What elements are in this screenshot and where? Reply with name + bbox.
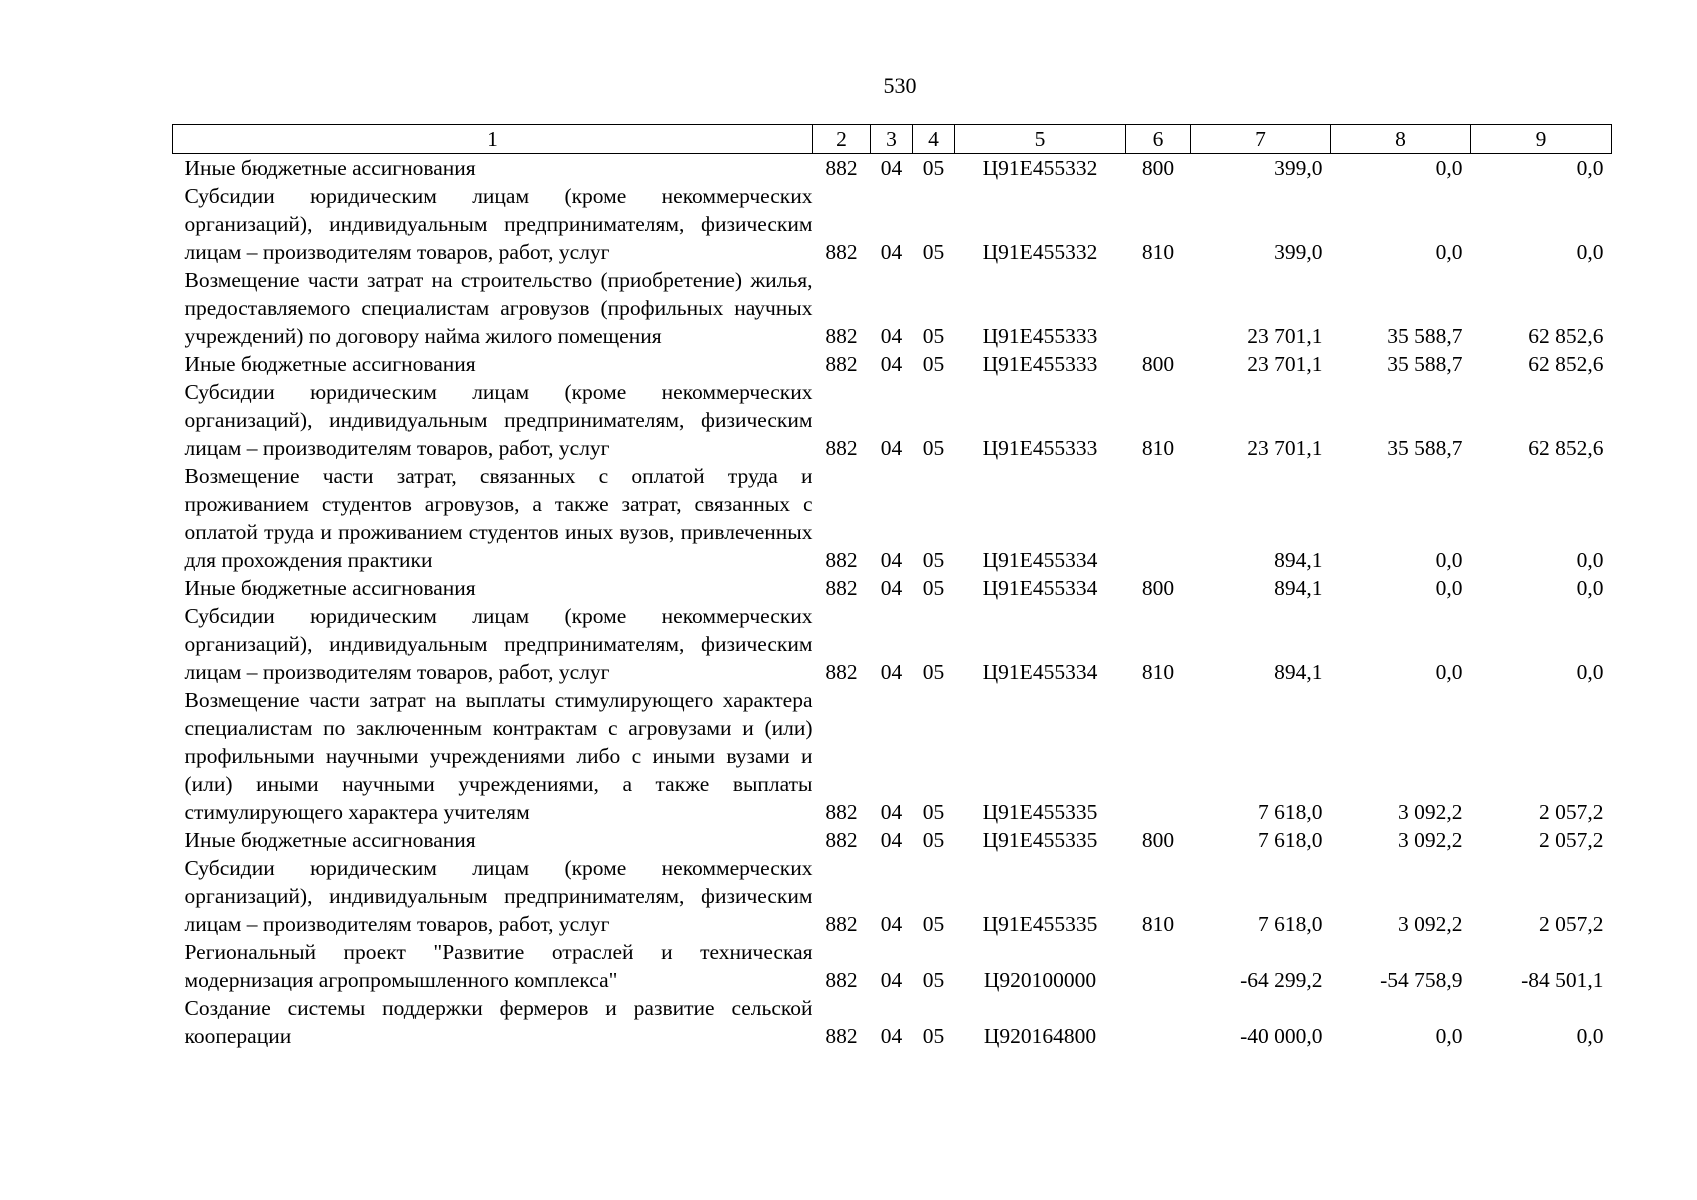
cell-expense-type: 800 — [1141, 828, 1175, 852]
cell-admin-code: 882 — [825, 352, 858, 376]
cell-subsection: 05 — [922, 324, 945, 348]
column-header: 3 — [871, 125, 913, 154]
cell-subsection: 05 — [922, 828, 945, 852]
cell-expense-type: 800 — [1141, 576, 1175, 600]
cell-section: 04 — [880, 912, 903, 936]
cell-subsection: 05 — [922, 156, 945, 180]
cell-value: 0,0 — [1435, 548, 1463, 572]
cell-subsection: 05 — [922, 1024, 945, 1048]
cell-value: 35 588,7 — [1387, 324, 1463, 348]
cell-expense-type — [1126, 686, 1191, 826]
cell-value: 399,0 — [1274, 240, 1323, 264]
cell-admin-code: 882 — [825, 240, 858, 264]
cell-target-item: Ц91Е455334 — [982, 548, 1098, 572]
row-name: Региональный проект "Развитие отраслей и техническая модернизация агропромышленного комплекса" — [184, 940, 813, 992]
table-row — [173, 602, 1612, 686]
column-header: 9 — [1471, 125, 1612, 154]
cell-value: -54 758,9 — [1380, 968, 1463, 992]
row-name: Возмещение части затрат на выплаты стимулирующего характера специалистам по заключенным контрактам с агровузами и (или) профильными научными учреждениями либо с иными вузами и (или) иными научными учреждениями, а также выплаты стимулирующего характера учителям — [184, 688, 813, 824]
cell-section: 04 — [880, 436, 903, 460]
cell-target-item: Ц91Е455332 — [982, 156, 1098, 180]
cell-value: 0,0 — [1435, 660, 1463, 684]
page-number: 530 — [883, 73, 917, 98]
cell-value: 0,0 — [1576, 1024, 1604, 1048]
cell-target-item: Ц920100000 — [983, 968, 1097, 992]
cell-section: 04 — [880, 324, 903, 348]
cell-target-item: Ц91Е455332 — [982, 240, 1098, 264]
table-row — [173, 154, 1612, 183]
cell-subsection: 05 — [922, 436, 945, 460]
table-row — [173, 994, 1612, 1050]
cell-target-item: Ц920164800 — [983, 1024, 1097, 1048]
cell-admin-code: 882 — [825, 436, 858, 460]
cell-value: 0,0 — [1576, 548, 1604, 572]
cell-subsection: 05 — [922, 660, 945, 684]
cell-subsection: 05 — [922, 548, 945, 572]
table-row — [173, 462, 1612, 574]
cell-value: 0,0 — [1435, 156, 1463, 180]
column-header: 4 — [913, 125, 955, 154]
cell-admin-code: 882 — [825, 576, 858, 600]
table-row — [173, 266, 1612, 350]
row-name: Субсидии юридическим лицам (кроме некоммерческих организаций), индивидуальным предпринимателям, физическим лицам – производителям товаров, работ, услуг — [184, 856, 813, 936]
table-body — [173, 154, 1612, 1051]
cell-subsection: 05 — [922, 352, 945, 376]
cell-target-item: Ц91Е455333 — [982, 436, 1098, 460]
cell-value: 0,0 — [1435, 576, 1463, 600]
column-header: 5 — [955, 125, 1126, 154]
row-name: Субсидии юридическим лицам (кроме некоммерческих организаций), индивидуальным предпринимателям, физическим лицам – производителям товаров, работ, услуг — [184, 380, 813, 460]
cell-section: 04 — [880, 548, 903, 572]
table-row — [173, 686, 1612, 826]
row-name: Субсидии юридическим лицам (кроме некоммерческих организаций), индивидуальным предпринимателям, физическим лицам – производителям товаров, работ, услуг — [184, 604, 813, 684]
row-name: Субсидии юридическим лицам (кроме некоммерческих организаций), индивидуальным предпринимателям, физическим лицам – производителям товаров, работ, услуг — [184, 184, 813, 264]
cell-value: 894,1 — [1274, 660, 1323, 684]
cell-expense-type: 800 — [1141, 156, 1175, 180]
cell-expense-type: 810 — [1141, 912, 1175, 936]
cell-expense-type: 810 — [1141, 240, 1175, 264]
cell-admin-code: 882 — [825, 912, 858, 936]
cell-admin-code: 882 — [825, 156, 858, 180]
cell-expense-type: 810 — [1141, 660, 1175, 684]
cell-value: 3 092,2 — [1398, 828, 1463, 852]
table-header-row — [173, 125, 1612, 154]
cell-value: 0,0 — [1576, 576, 1604, 600]
cell-value: 7 618,0 — [1258, 912, 1323, 936]
cell-value: 0,0 — [1435, 240, 1463, 264]
cell-expense-type — [1126, 266, 1191, 350]
column-header: 8 — [1331, 125, 1471, 154]
cell-admin-code: 882 — [825, 1024, 858, 1048]
cell-value: 7 618,0 — [1258, 800, 1323, 824]
cell-target-item: Ц91Е455335 — [982, 912, 1098, 936]
cell-expense-type — [1126, 994, 1191, 1050]
cell-value: 3 092,2 — [1398, 912, 1463, 936]
cell-value: 62 852,6 — [1528, 436, 1604, 460]
cell-value: -40 000,0 — [1240, 1024, 1323, 1048]
cell-value: 0,0 — [1576, 660, 1604, 684]
cell-value: 894,1 — [1274, 548, 1323, 572]
cell-expense-type: 810 — [1141, 436, 1175, 460]
cell-value: -84 501,1 — [1521, 968, 1604, 992]
cell-value: 7 618,0 — [1258, 828, 1323, 852]
cell-section: 04 — [880, 828, 903, 852]
cell-value: -64 299,2 — [1240, 968, 1323, 992]
table-row — [173, 574, 1612, 602]
table-row — [173, 182, 1612, 266]
cell-value: 0,0 — [1576, 240, 1604, 264]
cell-target-item: Ц91Е455334 — [982, 576, 1098, 600]
cell-subsection: 05 — [922, 240, 945, 264]
row-name: Возмещение части затрат на строительство (приобретение) жилья, предоставляемого специалистам агровузов (профильных научных учреждений) по договору найма жилого помещения — [184, 268, 813, 348]
cell-value: 62 852,6 — [1528, 352, 1604, 376]
cell-value: 23 701,1 — [1247, 352, 1323, 376]
cell-section: 04 — [880, 156, 903, 180]
row-name: Иные бюджетные ассигнования — [184, 156, 476, 180]
row-name: Создание системы поддержки фермеров и развитие сельской кооперации — [184, 996, 813, 1048]
cell-target-item: Ц91Е455333 — [982, 352, 1098, 376]
cell-target-item: Ц91Е455334 — [982, 660, 1098, 684]
row-name: Иные бюджетные ассигнования — [184, 828, 476, 852]
cell-target-item: Ц91Е455335 — [982, 800, 1098, 824]
cell-section: 04 — [880, 800, 903, 824]
cell-subsection: 05 — [922, 576, 945, 600]
cell-section: 04 — [880, 660, 903, 684]
table-row — [173, 350, 1612, 378]
cell-value: 0,0 — [1435, 1024, 1463, 1048]
cell-value: 2 057,2 — [1539, 800, 1604, 824]
cell-value: 2 057,2 — [1539, 828, 1604, 852]
table-row — [173, 854, 1612, 938]
cell-target-item: Ц91Е455333 — [982, 324, 1098, 348]
row-name: Возмещение части затрат, связанных с оплатой труда и проживанием студентов агровузов, а также затрат, связанных с оплатой труда и проживанием студентов иных вузов, привлеченных для прохождения практики — [184, 464, 813, 572]
cell-value: 3 092,2 — [1398, 800, 1463, 824]
cell-value: 35 588,7 — [1387, 352, 1463, 376]
cell-section: 04 — [880, 240, 903, 264]
cell-expense-type — [1126, 462, 1191, 574]
cell-admin-code: 882 — [825, 828, 858, 852]
cell-admin-code: 882 — [825, 800, 858, 824]
row-name: Иные бюджетные ассигнования — [184, 352, 476, 376]
column-header: 7 — [1191, 125, 1331, 154]
cell-value: 62 852,6 — [1528, 324, 1604, 348]
budget-table — [172, 124, 1612, 1050]
cell-value: 23 701,1 — [1247, 436, 1323, 460]
cell-expense-type — [1126, 938, 1191, 994]
cell-subsection: 05 — [922, 800, 945, 824]
table-row — [173, 938, 1612, 994]
column-header: 2 — [813, 125, 871, 154]
cell-value: 2 057,2 — [1539, 912, 1604, 936]
cell-admin-code: 882 — [825, 548, 858, 572]
cell-admin-code: 882 — [825, 660, 858, 684]
cell-section: 04 — [880, 968, 903, 992]
cell-subsection: 05 — [922, 968, 945, 992]
table-row — [173, 378, 1612, 462]
cell-value: 23 701,1 — [1247, 324, 1323, 348]
column-header: 6 — [1126, 125, 1191, 154]
cell-value: 894,1 — [1274, 576, 1323, 600]
cell-section: 04 — [880, 576, 903, 600]
cell-target-item: Ц91Е455335 — [982, 828, 1098, 852]
cell-expense-type: 800 — [1141, 352, 1175, 376]
cell-admin-code: 882 — [825, 968, 858, 992]
cell-section: 04 — [880, 1024, 903, 1048]
cell-section: 04 — [880, 352, 903, 376]
cell-admin-code: 882 — [825, 324, 858, 348]
table-row — [173, 826, 1612, 854]
column-header: 1 — [173, 125, 813, 154]
cell-value: 0,0 — [1576, 156, 1604, 180]
cell-subsection: 05 — [922, 912, 945, 936]
cell-value: 399,0 — [1274, 156, 1323, 180]
row-name: Иные бюджетные ассигнования — [184, 576, 476, 600]
cell-value: 35 588,7 — [1387, 436, 1463, 460]
